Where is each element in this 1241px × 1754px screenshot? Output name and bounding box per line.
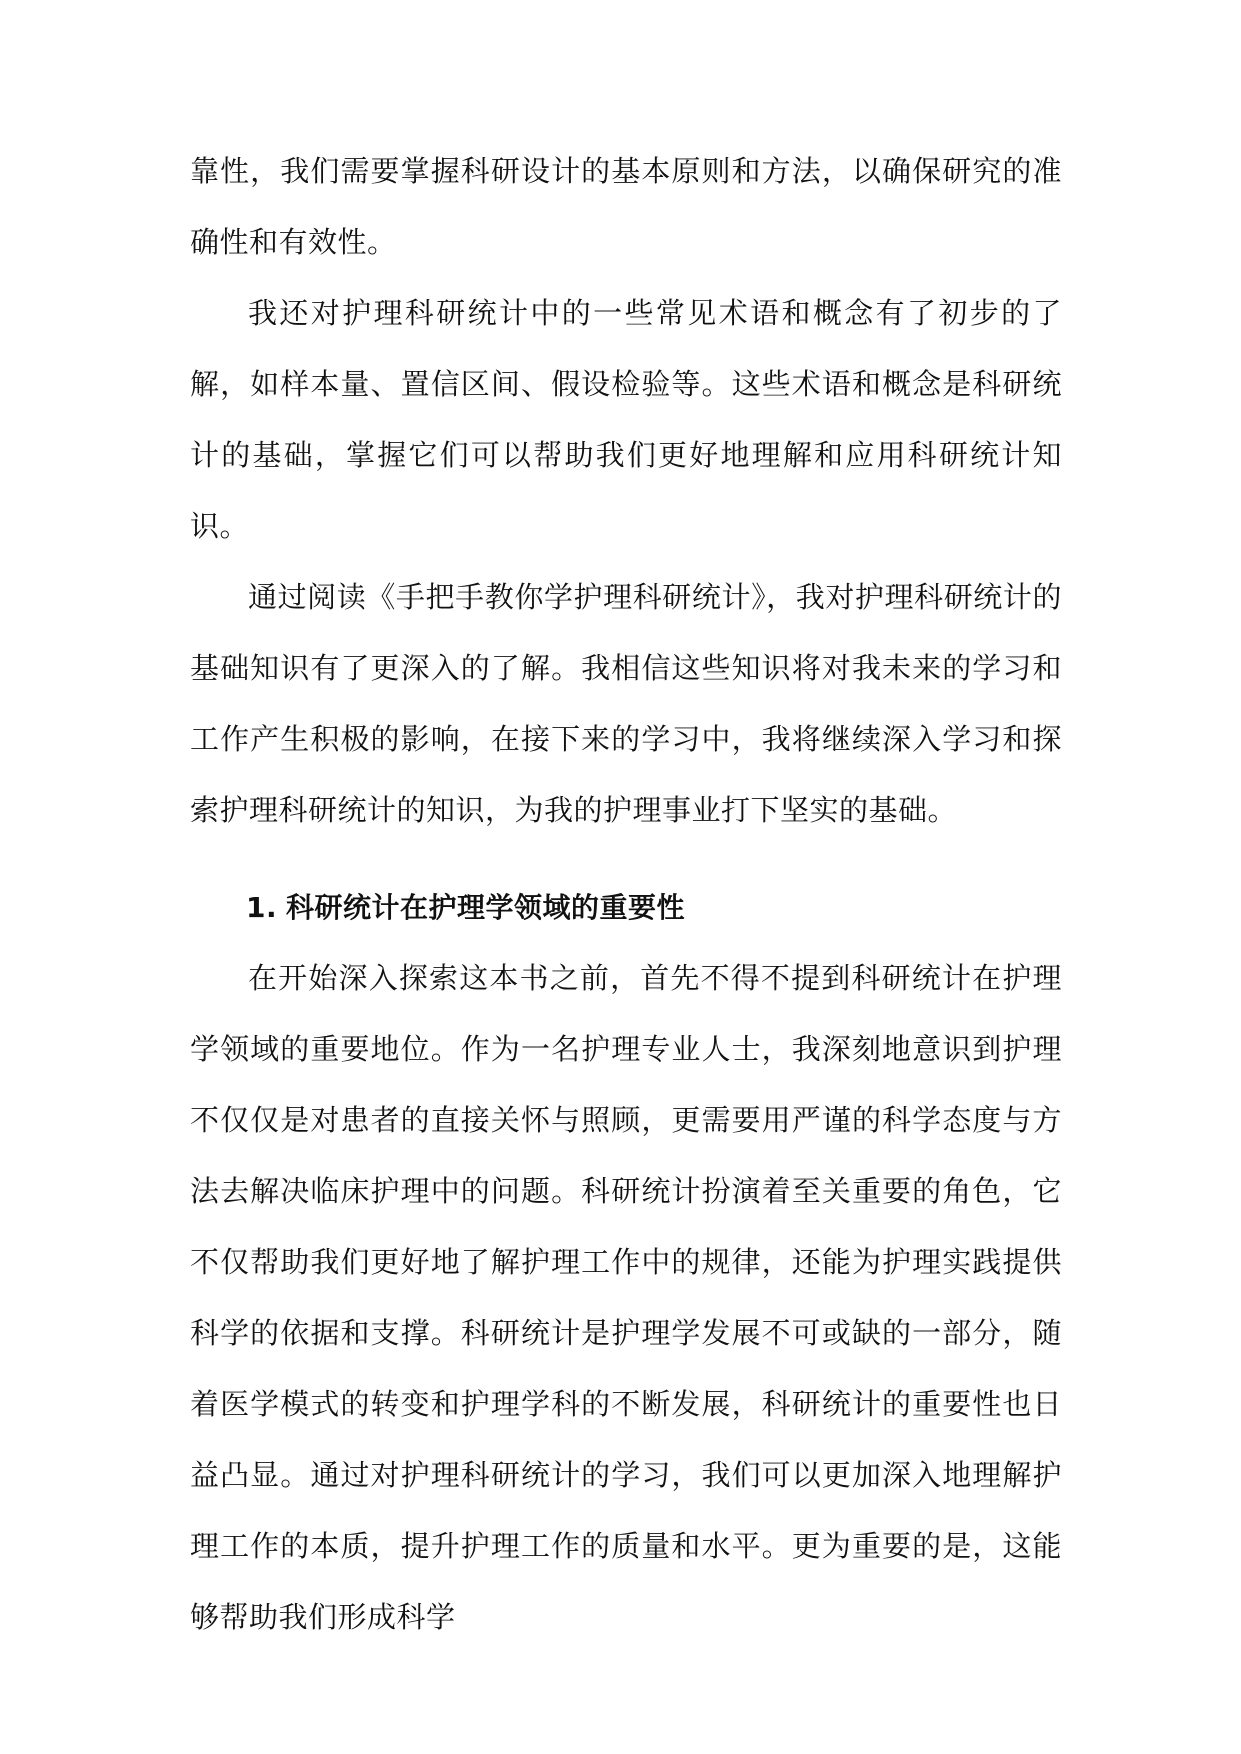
- paragraph-importance: 在开始深入探索这本书之前，首先不得不提到科研统计在护理学领域的重要地位。作为一名护理专业人士，我深刻地意识到护理不仅仅是对患者的直接关怀与照顾，更需要用严谨的科学态度与方法去解决临床护理中的问题。科研统计扮演着至关重要的角色，它不仅帮助我们更好地了解护理工作中的规律，还能为护理实践提供科学的依据和支撑。科研统计是护理学发展不可或缺的一部分，随着医学模式的转变和护理学科的不断发展，科研统计的重要性也日益凸显。通过对护理科研统计的学习，我们可以更加深入地理解护理工作的本质，提升护理工作的质量和水平。更为重要的是，这能够帮助我们形成科学: [190, 961, 1062, 1634]
- section-title: 科研统计在护理学领域的重要性: [286, 891, 686, 924]
- section-number: 1.: [246, 891, 278, 924]
- paragraph-continuation: 靠性，我们需要掌握科研设计的基本原则和方法，以确保研究的准确性和有效性。: [190, 154, 1062, 259]
- paragraph-summary: 通过阅读《手把手教你学护理科研统计》，我对护理科研统计的基础知识有了更深入的了解。我相信这些知识将对我未来的学习和工作产生积极的影响，在接下来的学习中，我将继续深入学习和探索护理科研统计的知识，为我的护理事业打下坚实的基础。: [190, 580, 1062, 827]
- section-heading: [190, 872, 1062, 943]
- document-body: [190, 136, 1062, 1653]
- paragraph-terms: 我还对护理科研统计中的一些常见术语和概念有了初步的了解，如样本量、置信区间、假设检验等。这些术语和概念是科研统计的基础，掌握它们可以帮助我们更好地理解和应用科研统计知识。: [190, 296, 1062, 543]
